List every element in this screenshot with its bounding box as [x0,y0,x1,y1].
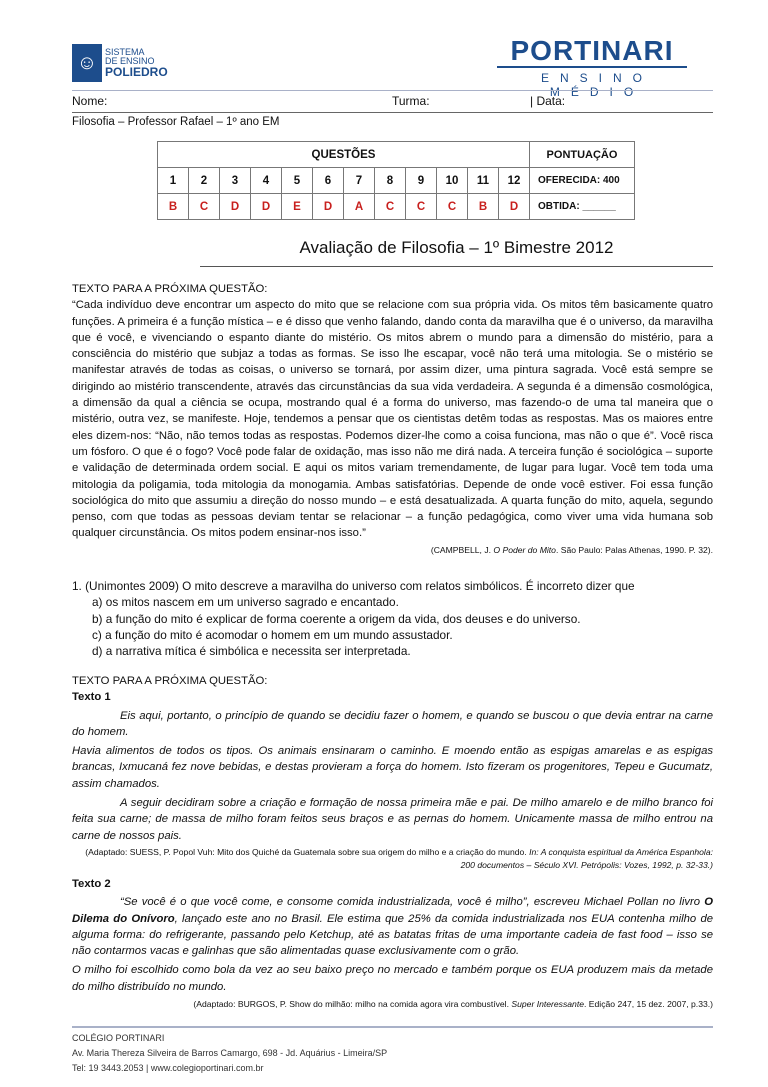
answer-key: D [313,194,344,220]
name-label: Nome: [72,94,108,108]
answer-key: B [158,194,189,220]
footer-divider [72,1026,713,1028]
portinari-name: PORTINARI [497,36,687,68]
answer-key: C [189,194,220,220]
portinari-sub: ENSINO MÉDIO [540,71,653,99]
answer-key: C [437,194,468,220]
score-offered: OFERECIDA: 400 [530,168,635,194]
option-a: a) os mitos nascem em um universo sagrado e encantado. [92,595,399,610]
question-stem: 1. (Unimontes 2009) O mito descreve a maravilha do universo com relatos simbólicos. É incorreto dizer que [72,579,635,593]
poliedro-logo [72,44,168,82]
logo-text: POLIEDRO [105,65,168,79]
score-header: PONTUAÇÃO [530,142,635,168]
texto2-paragraph: “Se você é o que você come, e consome comida industrializada, você é milho”, escreveu Michael Pollan no livro O Dilema do Onívoro, lançado este ano no Brasil. Ele estima que 25% da comida industrializada nos EUA contenha milho de alguma forma: do refrigerante, passando pelo Ketchup, até as batatas fritas de uma importante cadeia de fast food – isso se não contarmos vacas e galinhas que são alimentadas quase exclusivamente com o grão. [72,896,714,958]
citation: (Adaptado: SUESS, P. Popol Vuh: Mito dos Quiché da Guatemala sobre sua origem do milho e a criação do mundo. In: A conquista espiritual da América Espanhola: 200 documentos – Século XVI. Petrópolis: Vozes, 1992, p. 32-33.) [85,846,713,870]
footer [72,1031,387,1076]
texto1-paragraph: Eis aqui, portanto, o princípio de quando se decidiu fazer o homem, e quando se buscou o que devia entrar na carne do homem. [72,709,713,738]
option-d: d) a narrativa mítica é simbólica e necessita ser interpretada. [92,644,411,659]
class-label: Turma: [392,94,430,108]
question-number: 1 [158,168,189,194]
question-number: 2 [189,168,220,194]
divider [72,112,713,113]
answer-key: C [375,194,406,220]
score-table [157,141,635,220]
answer-key: D [499,194,530,220]
question-number: 4 [251,168,282,194]
answer-key: A [344,194,375,220]
course-subtitle: Filosofia – Professor Rafael – 1º ano EM [72,116,280,128]
question-number: 3 [220,168,251,194]
option-b: b) a função do mito é explicar de forma coerente a origem da vida, dos deuses e do universo. [92,611,581,626]
score-obtained: OBTIDA: ______ [530,194,635,220]
question-number: 9 [406,168,437,194]
question-number: 7 [344,168,375,194]
texto1-label: Texto 1 [72,691,111,704]
divider [72,90,713,91]
answer-key: B [468,194,499,220]
logo-text: DE ENSINO [105,56,155,66]
footer-contact: Tel: 19 3443.2053 | www.colegioportinari.com.br [72,1063,264,1073]
footer-school: COLÉGIO PORTINARI [72,1033,165,1043]
texto2-label: Texto 2 [72,877,111,890]
section-heading: TEXTO PARA A PRÓXIMA QUESTÃO: [72,283,268,295]
question-number: 8 [375,168,406,194]
texto2-paragraph: O milho foi escolhido como bola da vez ao seu baixo preço no mercado e também porque os EUA produzem mais da metade do milho distribuído no mundo. [72,964,713,993]
answer-key: E [282,194,313,220]
logo-text: SISTEMA [105,47,145,57]
question-number: 12 [499,168,530,194]
question-number: 11 [468,168,499,194]
page-title: Avaliação de Filosofia – 1º Bimestre 2012 [299,238,614,257]
option-c: c) a função do mito é acomodar o homem em um mundo assustador. [92,627,453,642]
question-number: 6 [313,168,344,194]
question-number: 10 [437,168,468,194]
answer-key: D [220,194,251,220]
answer-key: C [406,194,437,220]
date-label: | Data: [530,94,566,108]
divider [200,266,713,267]
questions-header: QUESTÕES [158,142,530,168]
citation: (CAMPBELL, J. O Poder do Mito. São Paulo: Palas Athenas, 1990. P. 32). [430,544,713,555]
poliedro-logo-icon: ☺ [72,44,102,82]
footer-address: Av. Maria Thereza Silveira de Barros Camargo, 698 - Jd. Aquárius - Limeira/SP [72,1048,388,1058]
campbell-quote: “Cada indivíduo deve encontrar um aspecto do mito que se relacione com sua própria vida. Os mitos têm basicamente quatro funções. A primeira é a função mística – e é disso que venho falando, dando conta da maravilha que é o universo, da maravilha que é você, e vivenciando o espanto diante do mistério. Os mitos abrem o mundo para a dimensão do mistério, para a consciência do mistério que subjaz a todas as formas. Se isso lhe escapar, você não terá uma mitologia. Se o mistério se manifestar através de todas as coisas, o universo se tornará, por assim dizer, uma pintura sagrada. Você está sempre se dirigindo ao mistério transcendente, através das circunstâncias da sua vida verdadeira. A segunda é a dimensão cosmológica, a dimensão da qual a ciência se ocupa, mostrando qual é a forma do universo, mas fazendo-o de uma tal maneira que o mistério, outra vez, se manifeste. Hoje, tendemos a pensar que os cientistas detêm todas as respostas. Mas os maiores entre eles dizem-nos: “Não, não temos todas as respostas. Podemos dizer-lhe como a coisa funciona, mas não o que é”. Você risca um fósforo. O que é o fogo? Você pode falar de oxidação, mas isso não me dirá nada. A terceira função é sociológica – suporte e validação de determinada ordem social. E aqui os mitos variam tremendamente, de lugar para lugar. Você tem toda uma mitologia da poligamia, toda mitologia da monogamia. Ambas satisfatórias. Depende de onde você estiver. Foi essa função sociológica do mito que assumiu a direção do nosso mundo – e está desatualizada. A quarta função do mito, aquela, segundo penso, com que todas as pessoas deviam tentar se relacionar – a função pedagógica, como viver uma vida humana sob qualquer circunstância. Os mitos podem ensinar-nos isso.” [72,299,713,540]
texto1-paragraph: Havia alimentos de todos os tipos. Os animais ensinaram o caminho. E moendo então as espigas amarelas e as espigas brancas, Ixmucaná fez nove bebidas, e destas provieram a força do homem. Isto fizeram os progenitores, Tepeu e Gucumatz, assim chamados. [72,745,713,790]
question-number: 5 [282,168,313,194]
section-heading: TEXTO PARA A PRÓXIMA QUESTÃO: [72,675,268,687]
answer-key: D [251,194,282,220]
citation: (Adaptado: BURGOS, P. Show do milhão: milho na comida agora vira combustível. Super Interessante. Edição 247, 15 dez. 2007, p.33.) [193,999,713,1010]
texto1-paragraph: A seguir decidiram sobre a criação e formação de nossa primeira mãe e pai. De milho amarelo e de milho branco foi feita sua carne; de massa de milho foram feitos seus braços e as pernas do homem. Unicamente massa de milho entrou na carne de nossos pais. [72,797,713,842]
